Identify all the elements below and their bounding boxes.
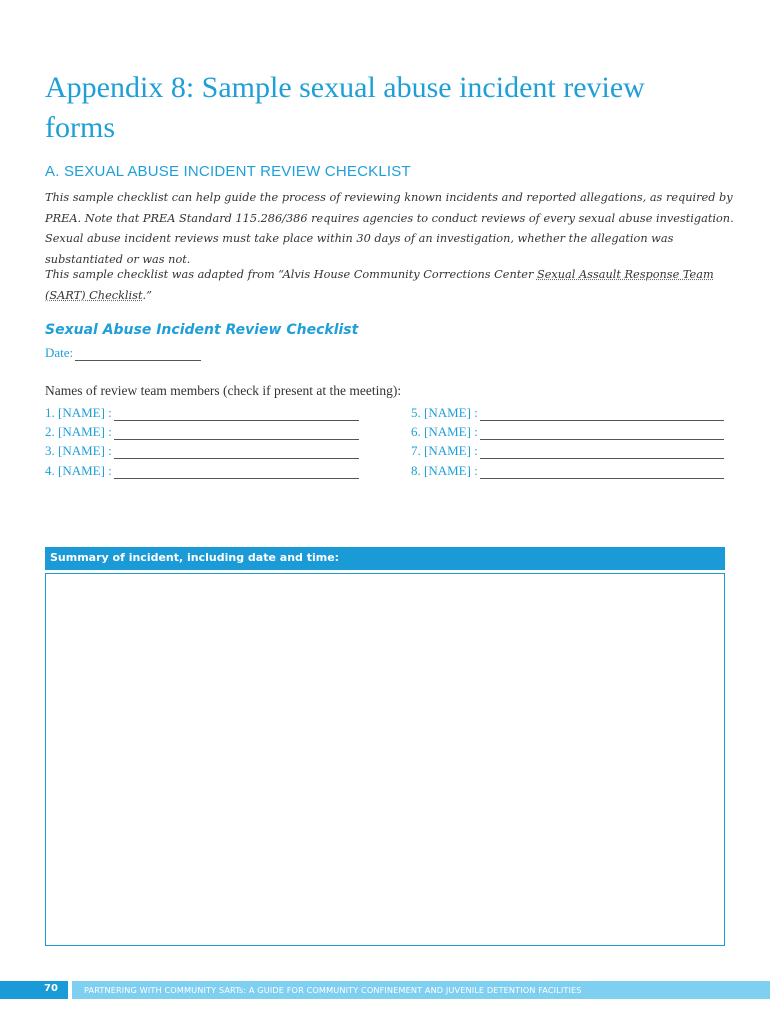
- member-name-field[interactable]: [114, 445, 359, 459]
- summary-header-bar: [45, 547, 725, 570]
- member-row: [45, 443, 359, 461]
- member-name-field[interactable]: [480, 407, 724, 421]
- page-number-box: [0, 981, 68, 999]
- footer-text: PARTNERING WITH COMMUNITY SARTs: A GUIDE FOR COMMUNITY CONFINEMENT AND JUVENILE DETENTION FACILITIES: [84, 985, 582, 995]
- member-row: [45, 424, 359, 442]
- member-label: 7. [NAME] :: [411, 443, 478, 458]
- summary-label: Summary of incident, including date and time:: [50, 551, 340, 564]
- date-row: [45, 345, 201, 361]
- member-row: [411, 463, 724, 481]
- member-name-field[interactable]: [114, 426, 359, 440]
- member-row: [45, 463, 359, 481]
- member-row: [411, 424, 724, 442]
- member-label: 6. [NAME] :: [411, 424, 478, 439]
- member-label: 8. [NAME] :: [411, 463, 478, 478]
- member-row: [45, 405, 359, 423]
- footer-band: [72, 981, 770, 999]
- date-label: Date:: [45, 345, 74, 360]
- summary-text-box[interactable]: [45, 573, 725, 946]
- member-name-field[interactable]: [480, 445, 724, 459]
- member-label: 3. [NAME] :: [45, 443, 112, 458]
- member-label: 4. [NAME] :: [45, 463, 112, 478]
- member-name-field[interactable]: [480, 465, 724, 479]
- adapted-link[interactable]: Sexual Assault Response Team (SART) Checklist: [45, 268, 714, 302]
- adapted-suffix: .”: [142, 288, 152, 302]
- member-name-field[interactable]: [114, 465, 359, 479]
- date-field[interactable]: [75, 348, 201, 361]
- members-label: Names of review team members (check if present at the meeting):: [45, 383, 402, 398]
- page-title: Appendix 8: Sample sexual abuse incident review forms: [45, 71, 645, 144]
- member-row: [411, 405, 724, 423]
- member-label: 1. [NAME] :: [45, 405, 112, 420]
- page-footer: [0, 981, 770, 999]
- adapted-prefix: This sample checklist was adapted from “Alvis House Community Corrections Center: [45, 268, 537, 281]
- section-heading: A. SEXUAL ABUSE INCIDENT REVIEW CHECKLIST: [45, 163, 411, 180]
- page-number: 70: [44, 983, 58, 994]
- member-name-field[interactable]: [114, 407, 359, 421]
- member-row: [411, 443, 724, 461]
- member-label: 5. [NAME] :: [411, 405, 478, 420]
- member-name-field[interactable]: [480, 426, 724, 440]
- member-label: 2. [NAME] :: [45, 424, 112, 439]
- checklist-heading: Sexual Abuse Incident Review Checklist: [45, 322, 359, 338]
- adapted-note: [45, 265, 735, 306]
- intro-paragraph: This sample checklist can help guide the process of reviewing known incidents and reported allegations, as required by PREA. Note that PREA Standard 115.286/386 requires agencies to conduct reviews of every sexual abuse investigation. Sexual abuse incident reviews must take place within 30 days of an investigation, whether the allegation was substantiated or was not.: [45, 191, 734, 266]
